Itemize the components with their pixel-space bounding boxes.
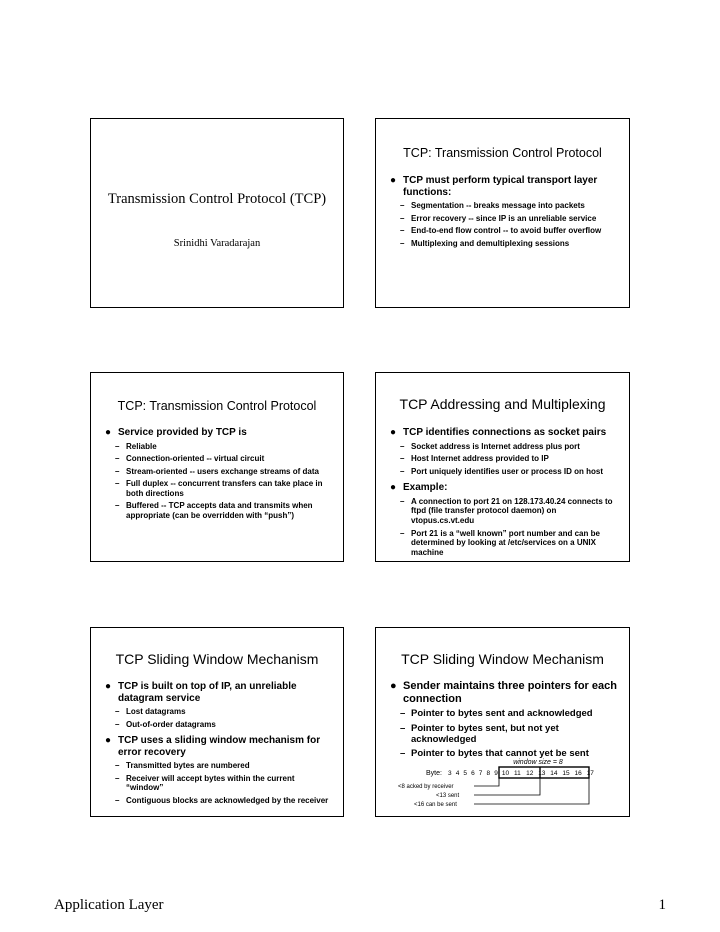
bullet: ● Sender maintains three pointers for each connection	[390, 680, 617, 705]
slide-4	[375, 372, 630, 562]
sub-bullet: – Connection-oriented -- virtual circuit	[115, 454, 265, 464]
slide-title: TCP Addressing and Multiplexing	[399, 396, 606, 412]
sub-bullet: – Error recovery -- since IP is an unreliable service	[400, 213, 597, 223]
slide-body	[105, 681, 333, 806]
byte-number: 6	[471, 770, 475, 777]
byte-number: 14	[550, 770, 558, 777]
sub-bullet: – Full duplex -- concurrent transfers can take place in both directions	[115, 479, 323, 498]
sub-bullet: – Host Internet address provided to IP	[400, 454, 549, 464]
slide-body	[390, 427, 619, 557]
byte-number: 16	[574, 770, 582, 777]
slide-body	[390, 680, 619, 760]
bullet: ● Example:	[390, 482, 448, 494]
sub-bullet: – Reliable	[115, 441, 157, 451]
bullet: ● Service provided by TCP is	[105, 427, 247, 438]
slide-5	[90, 627, 344, 817]
slide-body	[105, 427, 333, 521]
byte-number: 10	[501, 770, 510, 777]
sub-bullet: – A connection to port 21 on 128.173.40.24 connects to ftpd (file transfer protocol daemon) on vtopus.cs.vt.edu	[400, 496, 613, 525]
sub-bullet: – Lost datagrams	[115, 707, 186, 716]
byte-number: 5	[463, 770, 468, 777]
slide-author: Srinidhi Varadarajan	[173, 238, 261, 249]
slide-title: TCP Sliding Window Mechanism	[115, 651, 319, 667]
bullet: ● TCP must perform typical transport layer functions:	[390, 175, 598, 198]
bullet: ● TCP uses a sliding window mechanism for error recovery	[105, 735, 321, 758]
sliding-window-diagram	[396, 756, 621, 814]
sub-bullet: – Pointer to bytes that cannot yet be sent	[400, 748, 589, 760]
bytes-label: Byte:	[426, 770, 442, 777]
sent-annotation: <13 sent	[436, 793, 460, 799]
byte-number: 11	[514, 770, 521, 777]
byte-number: 17	[586, 770, 594, 777]
sub-bullet: – Contiguous blocks are acknowledged by the receiver	[115, 795, 329, 805]
sub-bullet: – Port uniquely identifies user or process ID on host	[400, 466, 604, 476]
byte-number: 12	[526, 770, 534, 777]
sub-bullet: – Segmentation -- breaks message into packets	[400, 201, 585, 210]
slide-title: Transmission Control Protocol (TCP)	[107, 191, 327, 207]
slide-body	[390, 175, 619, 248]
acked-pointer-line	[474, 778, 499, 786]
can-send-annotation: <16 can be sent	[414, 802, 457, 808]
byte-number: 8	[486, 770, 491, 777]
bullet: ● TCP is built on top of IP, an unreliable datagram service	[105, 681, 297, 704]
sub-bullet: – Receiver will accept bytes within the current “window”	[115, 773, 295, 793]
sub-bullet: – Port 21 is a “well known” port number and can be determined by looking at /etc/services on a UNIX machine	[400, 528, 600, 557]
sent-pointer-line	[474, 778, 540, 795]
footer-page-number: 1	[658, 897, 666, 913]
slide-3	[90, 372, 344, 562]
sub-bullet: – Out-of-order datagrams	[115, 719, 216, 729]
footer-left: Application Layer	[54, 897, 164, 913]
byte-number: 7	[478, 770, 483, 777]
sub-bullet: – Socket address is Internet address plus port	[400, 441, 580, 451]
byte-number: 4	[455, 770, 460, 777]
slide-title: TCP: Transmission Control Protocol	[117, 399, 317, 413]
sub-bullet: – End-to-end flow control -- to avoid buffer overflow	[400, 226, 602, 236]
acked-annotation: <8 acked by receiver	[398, 784, 454, 790]
slide-1	[90, 118, 344, 308]
bullet: ● TCP identifies connections as socket pairs	[390, 427, 607, 438]
slide-title: TCP: Transmission Control Protocol	[403, 146, 602, 160]
slide-title: TCP Sliding Window Mechanism	[401, 651, 604, 667]
sub-bullet: – Multiplexing and demultiplexing sessions	[400, 238, 570, 248]
sub-bullet: – Stream-oriented -- users exchange streams of data	[115, 466, 319, 476]
slide-2	[375, 118, 630, 308]
byte-number: 3	[448, 770, 452, 777]
byte-number: 13	[538, 770, 546, 777]
sub-bullet: – Pointer to bytes sent and acknowledged	[400, 708, 593, 720]
byte-number: 15	[562, 770, 570, 777]
sub-bullet: – Buffered -- TCP accepts data and transmits when appropriate (can be overridden with “push”)	[115, 501, 313, 521]
can-send-pointer-line	[474, 778, 589, 804]
slide-6	[375, 627, 630, 817]
window-size-label: window size = 8	[513, 759, 563, 766]
byte-number: 9	[494, 770, 498, 777]
sub-bullet: – Pointer to bytes sent, but not yet acknowledged	[400, 722, 559, 746]
sub-bullet: – Transmitted bytes are numbered	[115, 761, 250, 771]
